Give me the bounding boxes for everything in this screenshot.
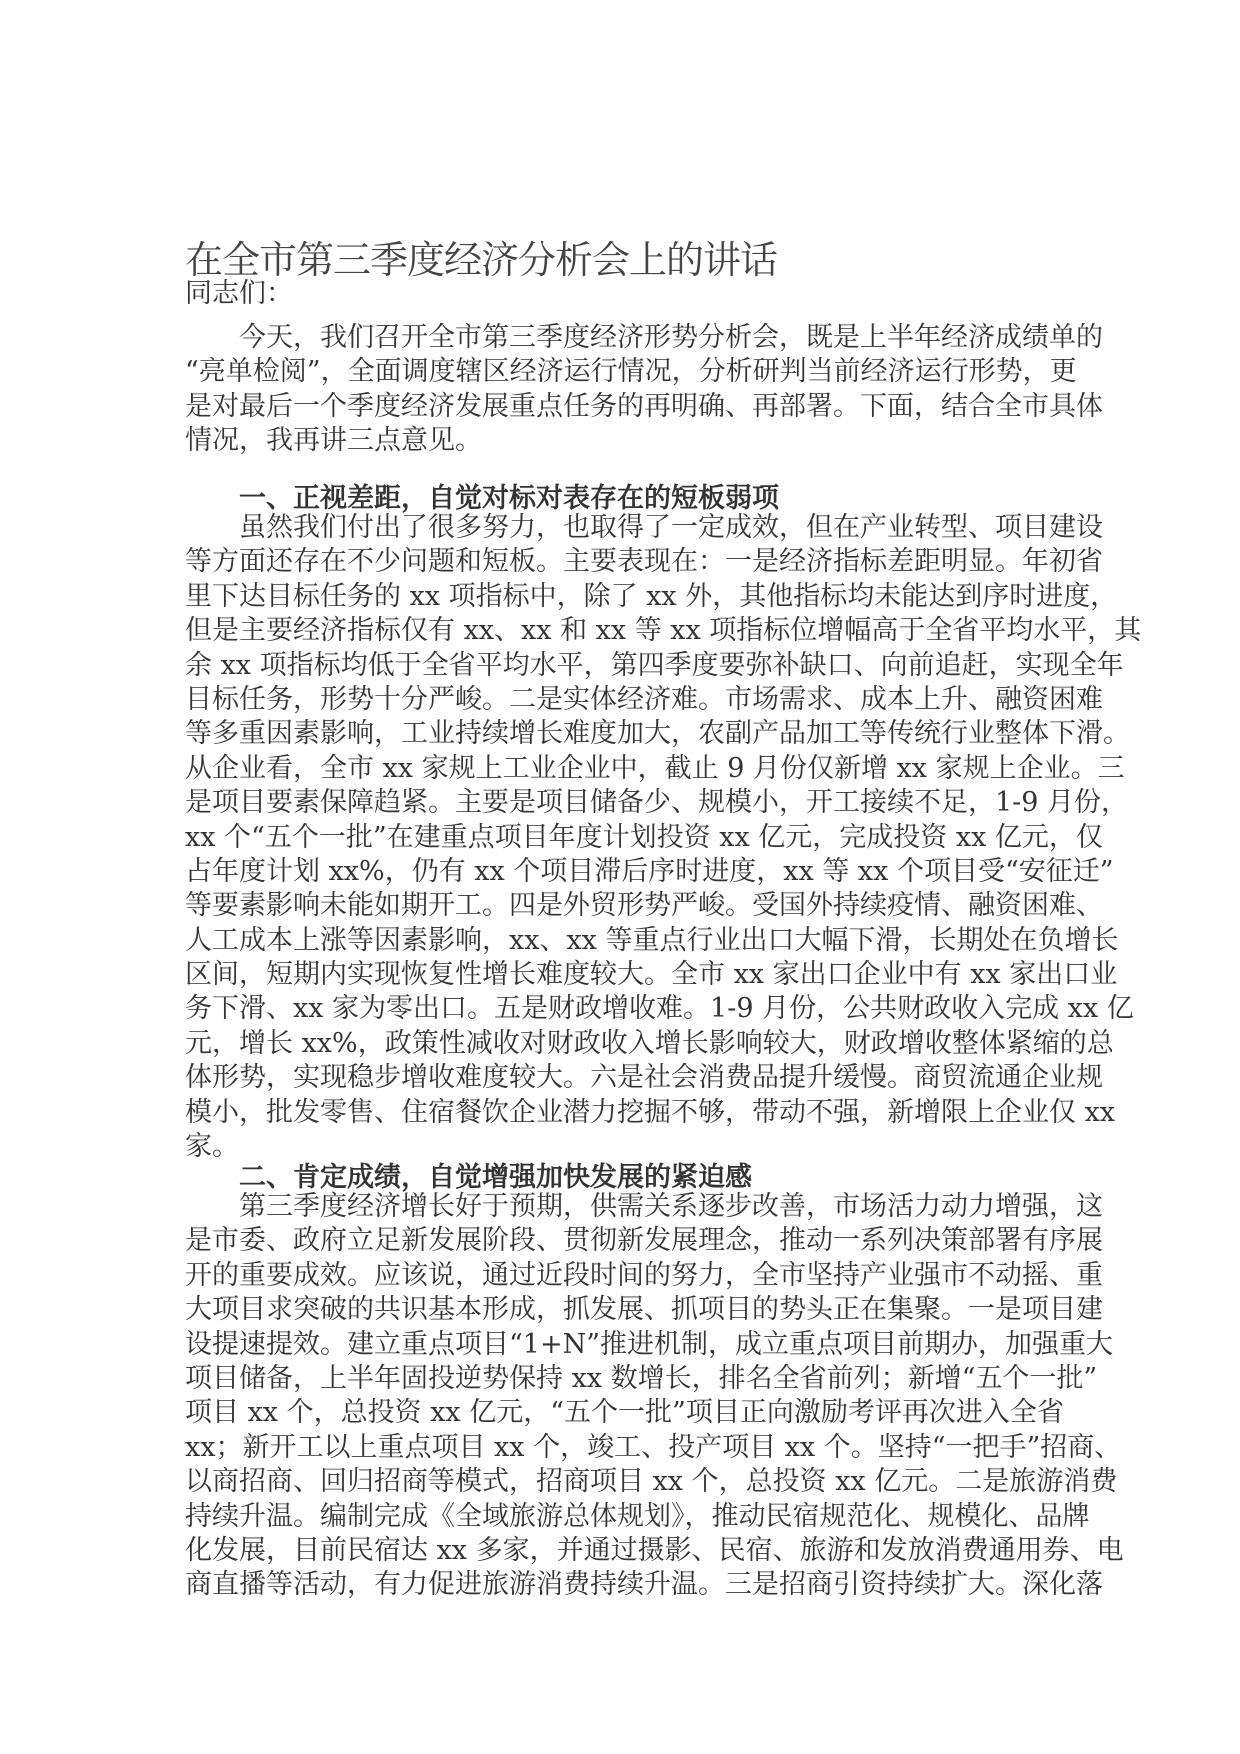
text-line: 虽然我们付出了很多努力，也取得了一定成效，但在产业转型、项目建设: [239, 512, 1103, 543]
text-line: 占年度计划 xx%，仍有 xx 个项目滞后序时进度，xx 等 xx 个项目受“安征迁”: [185, 855, 1114, 887]
text-line: xx 个“五个一批”在建重点项目年度计划投资 xx 亿元，完成投资 xx 亿元，仅: [185, 821, 1103, 853]
salutation: 同志们：: [185, 278, 293, 309]
text-line: 等多重因素影响，工业持续增长难度加大，农副产品加工等传统行业整体下滑。: [185, 718, 1130, 750]
text-line: 人工成本上涨等因素影响，xx、xx 等重点行业出口大幅下滑，长期处在负增长: [185, 924, 1119, 956]
text-line: 持续升温。编制完成《全域旅游总体规划》，推动民宿规范化、规模化、品牌: [185, 1500, 1090, 1532]
text-line: 家。: [185, 1131, 239, 1163]
text-line: 但是主要经济指标仅有 xx、xx 和 xx 等 xx 项指标位增幅高于全省平均水平，其: [185, 615, 1142, 647]
text-line: xx；新开工以上重点项目 xx 个，竣工、投产项目 xx 个。坚持“一把手”招商、: [185, 1431, 1122, 1463]
text-line: 体形势，实现稳步增收难度较大。六是社会消费品提升缓慢。商贸流通企业规: [185, 1062, 1103, 1094]
text-line: 设提速提效。建立重点项目“1+N”推进机制，成立重点项目前期办，加强重大: [185, 1328, 1114, 1360]
section-1-paragraph: [185, 511, 1142, 1164]
text-line: 是对最后一个季度经济发展重点任务的再明确、再部署。下面，结合全市具体: [185, 390, 1103, 422]
text-line: 元，增长 xx%，政策性减收对财政收入增长影响较大，财政增收整体紧缩的总: [185, 1027, 1114, 1059]
text-line: 项目 xx 个，总投资 xx 亿元，“五个一批”项目正向激励考评再次进入全省: [185, 1397, 1064, 1429]
text-line: 大项目求突破的共识基本形成，抓发展、抓项目的势头正在集聚。一是项目建: [185, 1294, 1103, 1326]
text-line: 里下达目标任务的 xx 项指标中，除了 xx 外，其他指标均未能达到序时进度，: [185, 580, 1118, 612]
text-line: 模小，批发零售、住宿餐饮企业潜力挖掘不够，带动不强，新增限上企业仅 xx: [185, 1096, 1116, 1128]
text-line: “亮单检阅”，全面调度辖区经济运行情况，分析研判当前经济运行形势，更: [185, 356, 1077, 388]
text-line: 商直播等活动，有力促进旅游消费持续升温。三是招商引资持续扩大。深化落: [185, 1569, 1103, 1601]
section-2-paragraph: [185, 1190, 1124, 1603]
text-line: 余 xx 项指标均低于全省平均水平，第四季度要弥补缺口、向前追赶，实现全年: [185, 649, 1124, 681]
text-line: 等方面还存在不少问题和短板。主要表现在：一是经济指标差距明显。年初省: [185, 546, 1103, 578]
text-line: 第三季度经济增长好于预期，供需关系逐步改善，市场活力动力增强，这: [239, 1191, 1103, 1222]
text-line: 等要素影响未能如期开工。四是外贸形势严峻。受国外持续疫情、融资困难、: [185, 890, 1103, 922]
text-line: 是项目要素保障趋紧。主要是项目储备少、规模小，开工接续不足，1-9 月份，: [185, 787, 1129, 819]
intro-paragraph: [185, 321, 1103, 459]
text-line: 目标任务，形势十分严峻。二是实体经济难。市场需求、成本上升、融资困难: [185, 683, 1103, 715]
text-line: 从企业看，全市 xx 家规上工业企业中，截止 9 月份仅新增 xx 家规上企业。三: [185, 752, 1125, 784]
text-line: 以商招商、回归招商等模式，招商项目 xx 个，总投资 xx 亿元。二是旅游消费: [185, 1466, 1118, 1498]
section-heading-2: 二、肯定成绩，自觉增强加快发展的紧迫感: [239, 1162, 752, 1193]
text-line: 今天，我们召开全市第三季度经济形势分析会，既是上半年经济成绩单的: [239, 322, 1103, 353]
section-heading-1: 一、正视差距，自觉对标对表存在的短板弱项: [239, 483, 779, 514]
document-title: 在全市第三季度经济分析会上的讲话: [185, 238, 778, 283]
text-line: 化发展，目前民宿达 xx 多家，并通过摄影、民宿、旅游和发放消费通用券、电: [185, 1534, 1124, 1566]
text-line: 情况，我再讲三点意见。: [185, 425, 482, 457]
text-line: 区间，短期内实现恢复性增长难度较大。全市 xx 家出口企业中有 xx 家出口业: [185, 959, 1118, 991]
text-line: 是市委、政府立足新发展阶段、贯彻新发展理念，推动一系列决策部署有序展: [185, 1225, 1103, 1257]
text-line: 开的重要成效。应该说，通过近段时间的努力，全市坚持产业强市不动摇、重: [185, 1259, 1103, 1291]
text-line: 务下滑、xx 家为零出口。五是财政增收难。1-9 月份，公共财政收入完成 xx 亿: [185, 993, 1134, 1025]
text-line: 项目储备，上半年固投逆势保持 xx 数增长，排名全省前列；新增“五个一批”: [185, 1362, 1098, 1394]
